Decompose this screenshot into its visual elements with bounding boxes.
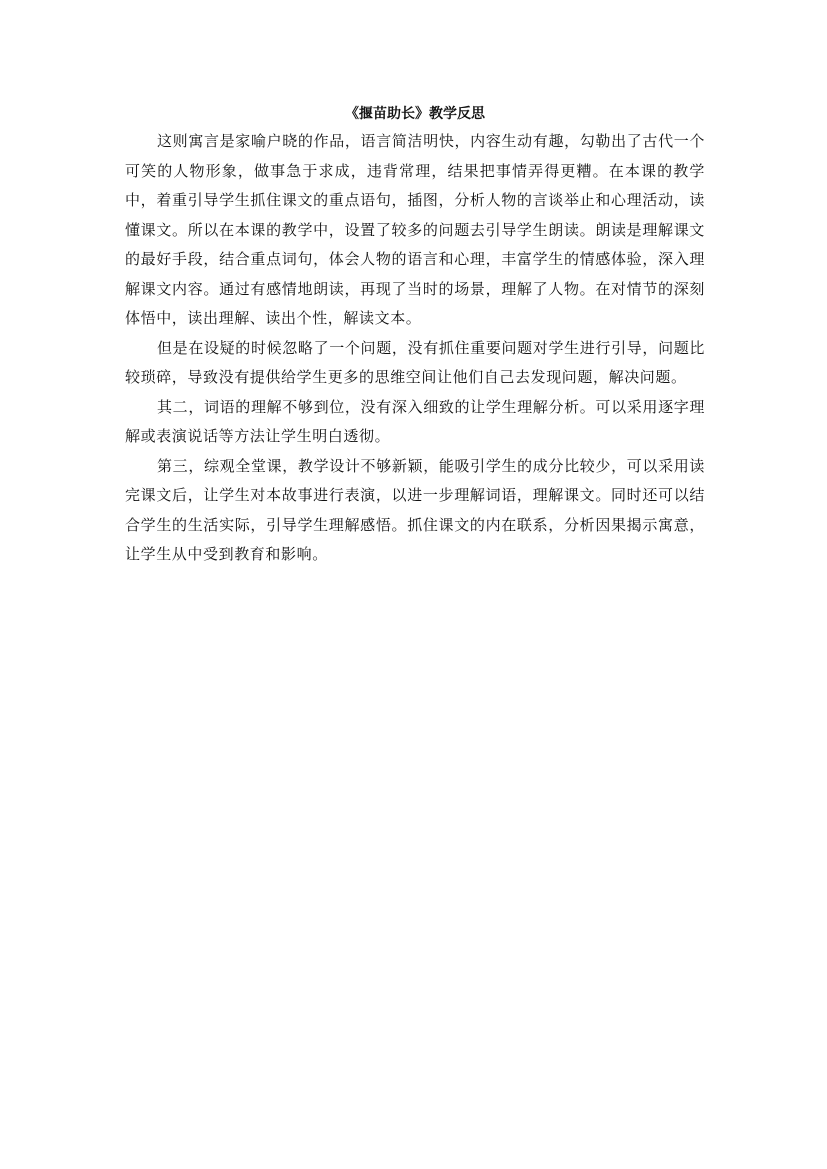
paragraph-shortcoming-design: 第三，综观全堂课，教学设计不够新颖，能吸引学生的成分比较少，可以采用读完课文后，让学生对本故事进行表演，以进一步理解词语，理解课文。同时还可以结合学生的生活实际，引导学生理解感悟。抓住课文的内在联系，分析因果揭示寓意，让学生从中受到教育和影响。 (125, 456, 705, 563)
paragraph-shortcoming-questions: 但是在设疑的时候忽略了一个问题，没有抓住重要问题对学生进行引导，问题比较琐碎，导致没有提供给学生更多的思维空间让他们自己去发现问题，解决问题。 (125, 338, 705, 386)
document-title: 《揠苗助长》教学反思 (345, 106, 485, 122)
paragraph-intro: 这则寓言是家喻户晓的作品，语言简洁明快，内容生动有趣，勾勒出了古代一个可笑的人物形象，做事急于求成，违背常理，结果把事情弄得更糟。在本课的教学中，着重引导学生抓住课文的重点语句，插图，分析人物的言谈举止和心理活动，读懂课文。所以在本课的教学中，设置了较多的问题去引导学生朗读。朗读是理解课文的最好手段，结合重点词句，体会人物的语言和心理，丰富学生的情感体验，深入理解课文内容。通过有感情地朗读，再现了当时的场景，理解了人物。在对情节的深刻体悟中，读出理解、读出个性，解读文本。 (125, 132, 705, 327)
document-body (125, 104, 705, 570)
paragraph-shortcoming-vocabulary: 其二，词语的理解不够到位，没有深入细致的让学生理解分析。可以采用逐字理解或表演说话等方法让学生明白透彻。 (125, 397, 705, 445)
